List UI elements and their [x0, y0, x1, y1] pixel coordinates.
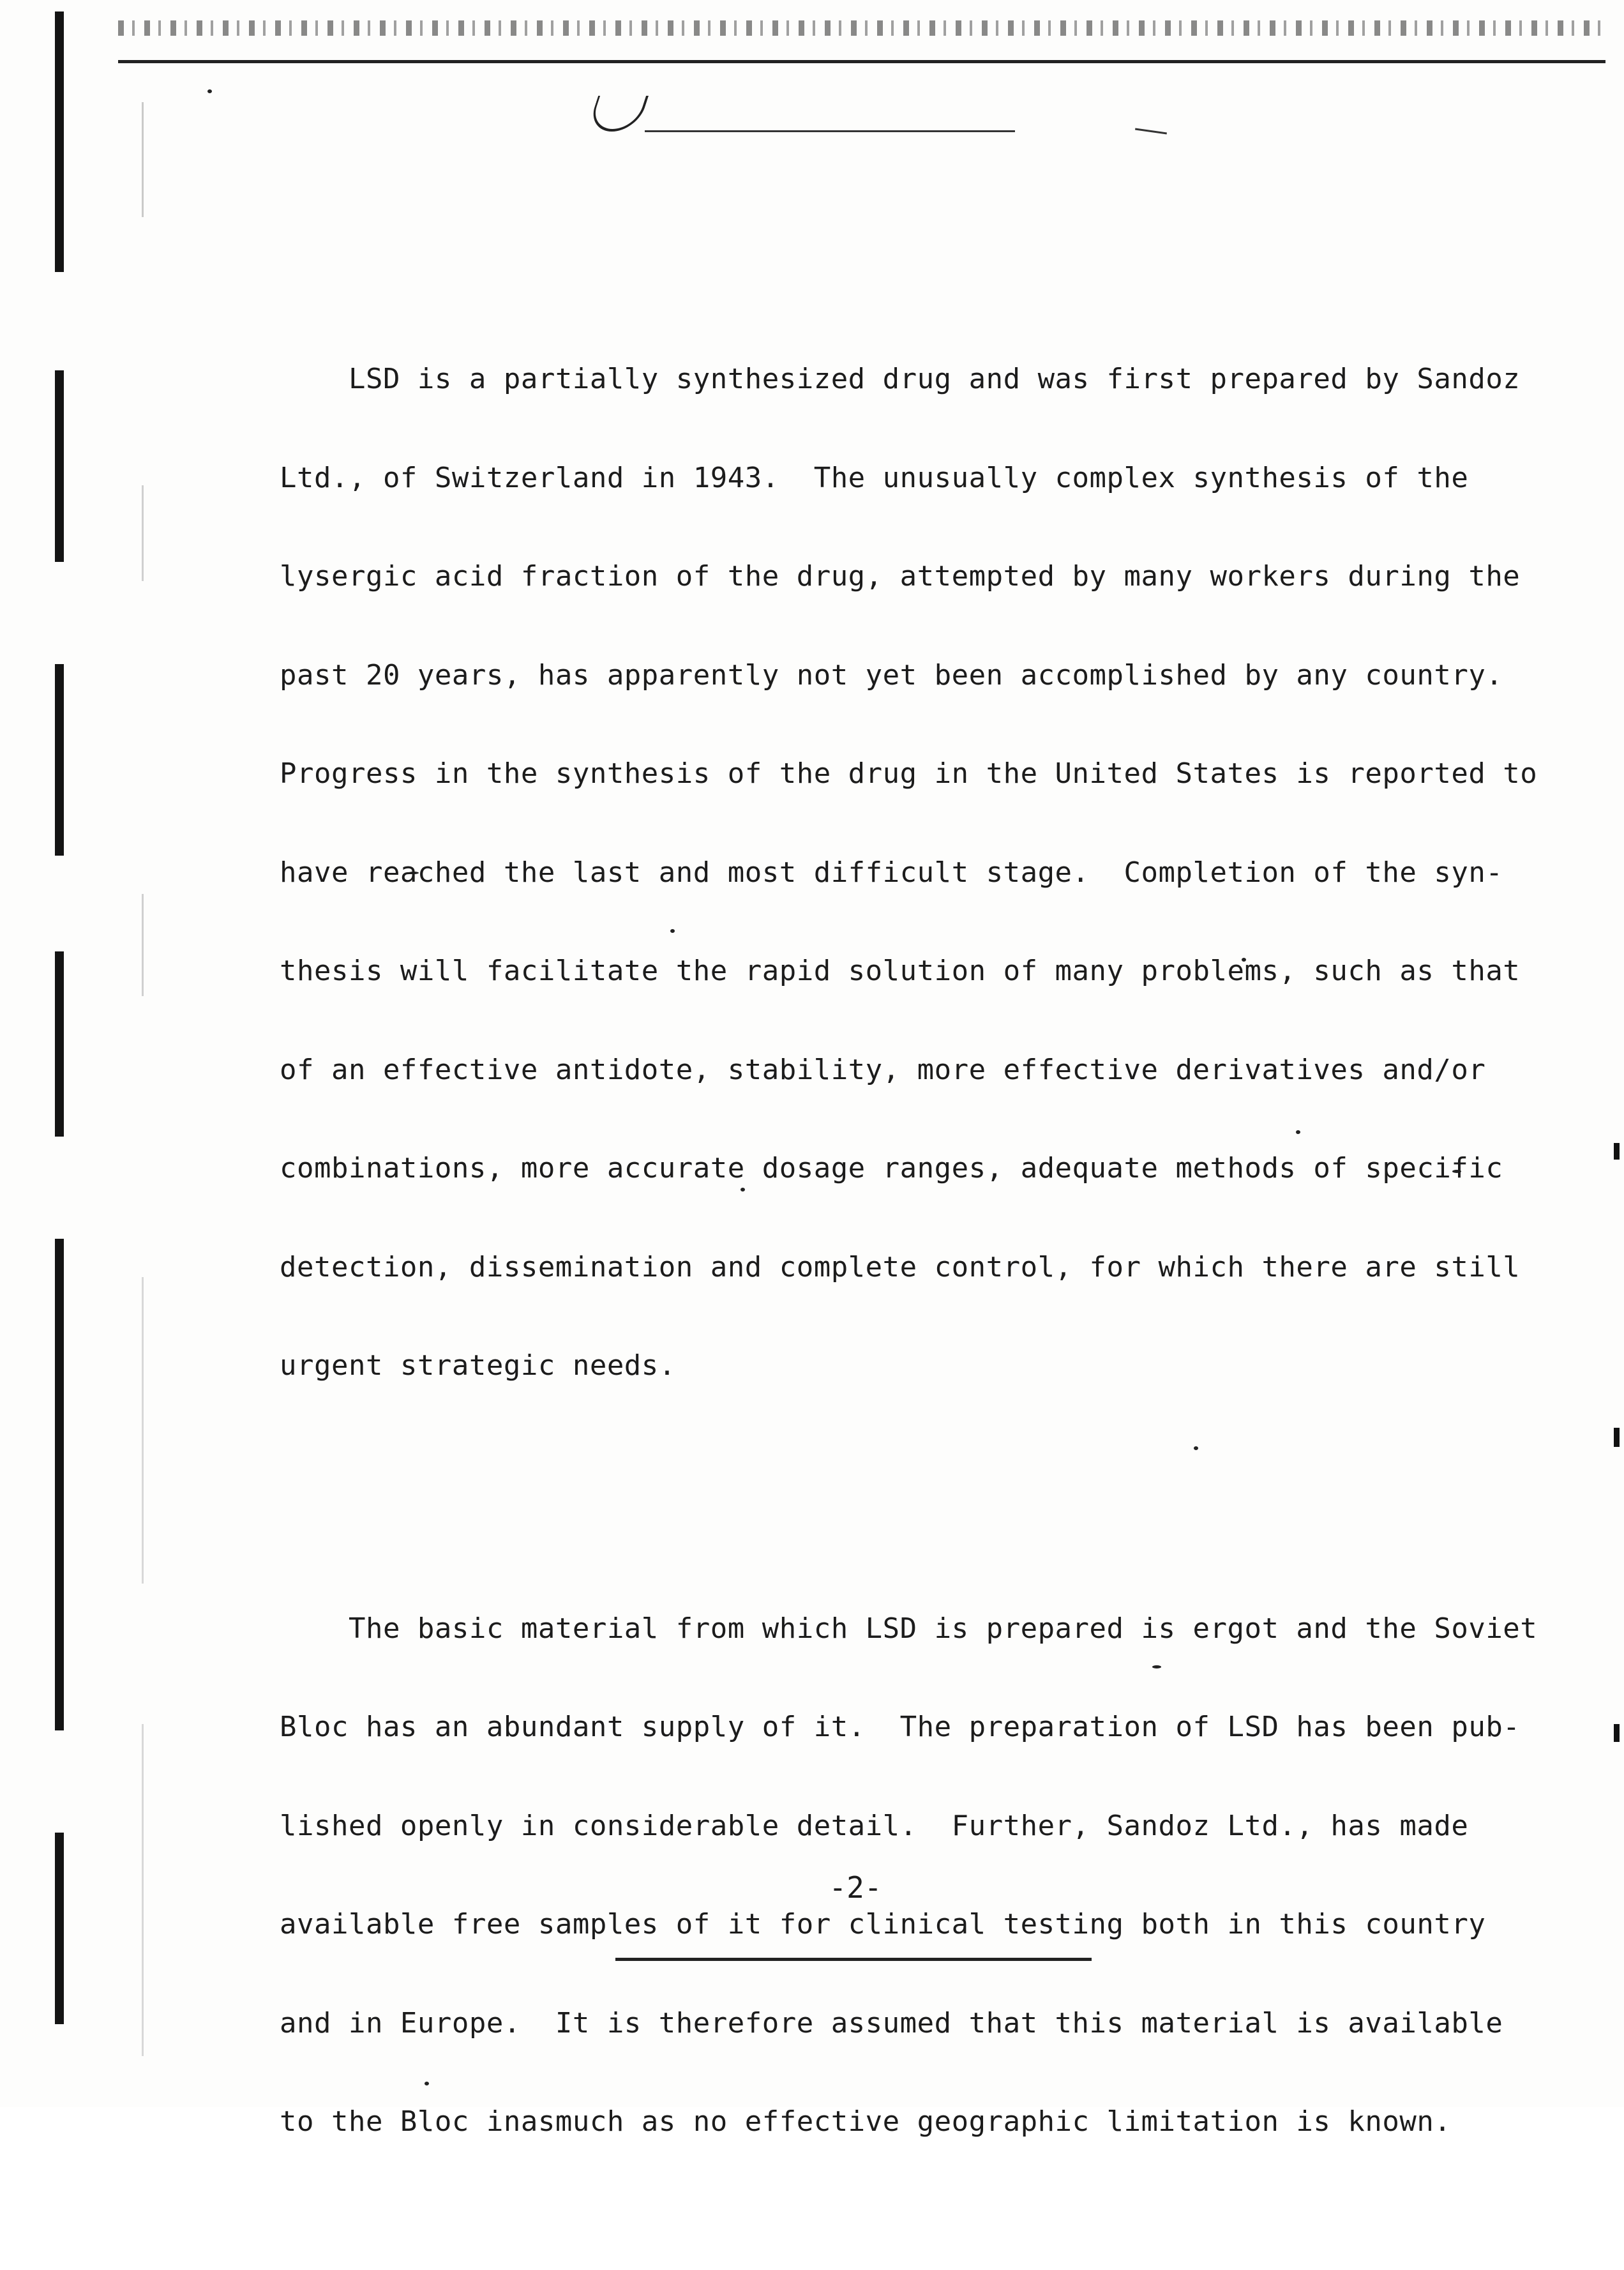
scan-edge-mark: [55, 1833, 64, 2024]
speckle: [207, 89, 212, 93]
header-rule: [118, 60, 1605, 63]
paragraph-1: [280, 297, 1538, 1448]
document-body: [280, 231, 1538, 2270]
scan-edge-mark: [55, 664, 64, 856]
scan-edge-mark: [1614, 1143, 1620, 1160]
text-line: Progress in the synthesis of the drug in the United States is reported to: [280, 757, 1538, 790]
text-line: combinations, more accurate dosage ranges, adequate methods of specific: [280, 1152, 1503, 1184]
partial-rule: [1135, 128, 1167, 135]
scan-edge-mark: [1614, 1428, 1620, 1447]
margin-line: [142, 894, 144, 996]
curved-mark: [587, 96, 649, 132]
text-line: lished openly in considerable detail. Further, Sandoz Ltd., has made: [280, 1809, 1469, 1842]
text-line: Bloc has an abundant supply of it. The preparation of LSD has been pub-: [280, 1711, 1521, 1743]
margin-line: [142, 102, 144, 217]
scan-noise-strip: [118, 20, 1605, 36]
margin-line: [142, 1277, 144, 1584]
text-line: detection, dissemination and complete control, for which there are still: [280, 1250, 1521, 1283]
text-line: to the Bloc inasmuch as no effective geographic limitation is known.: [280, 2105, 1452, 2138]
footer-rule: [615, 1958, 1092, 1961]
text-line: lysergic acid fraction of the drug, attempted by many workers during the: [280, 560, 1521, 593]
scan-edge-mark: [55, 11, 64, 272]
partial-rule: [645, 130, 1015, 132]
scan-edge-mark: [55, 1239, 64, 1730]
text-line: Ltd., of Switzerland in 1943. The unusually complex synthesis of the: [280, 461, 1469, 494]
text-line: available free samples of it for clinical testing both in this country: [280, 1908, 1486, 1941]
margin-line: [142, 1724, 144, 2056]
text-line: LSD is a partially synthesized drug and was first prepared by Sandoz: [280, 363, 1521, 395]
text-line: of an effective antidote, stability, more effective derivatives and/or: [280, 1053, 1486, 1086]
scan-edge-mark: [55, 370, 64, 562]
text-line: and in Europe. It is therefore assumed that this material is available: [280, 2006, 1503, 2039]
text-line: The basic material from which LSD is prepared is ergot and the Soviet: [280, 1612, 1538, 1645]
page-number: -2-: [829, 1870, 882, 1905]
scan-edge-mark: [1614, 1724, 1620, 1742]
text-line: have reached the last and most difficult stage. Completion of the syn-: [280, 856, 1503, 889]
text-line: urgent strategic needs.: [280, 1349, 676, 1382]
scan-edge-mark: [55, 951, 64, 1137]
text-line: past 20 years, has apparently not yet been accomplished by any country.: [280, 658, 1503, 692]
text-line: thesis will facilitate the rapid solution of many problems, such as that: [280, 955, 1521, 987]
margin-line: [142, 485, 144, 581]
